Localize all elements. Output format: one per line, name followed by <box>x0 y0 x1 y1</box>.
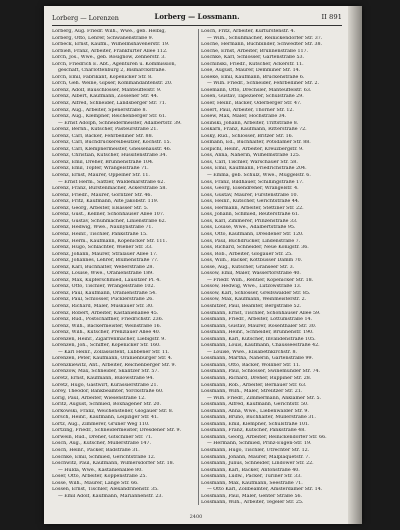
directory-entry: Lorberg, Otto, Lehrer, Schwanenstraße 9. <box>52 35 154 41</box>
directory-entry: Lorenz, Aug., Klempner, Reichenberger Str. 61. <box>52 114 167 120</box>
directory-entry: Loskarn, Franz, Kaufmann, Ritterstraße 72. <box>201 127 307 133</box>
directory-entry: Lorenz, Emil, Töpfer, Wrangelstraße 71. <box>52 166 149 172</box>
directory-entry: Lossen, Ernst, Tischler, Alexandrinenstr. 35. <box>52 487 159 493</box>
directory-entry: Lossmann, Otto, Bäcker, Wolliner Str. 11. <box>201 362 301 368</box>
directory-entry: Lorenz, Carl, Klempnermeister, Gneisenaustr. 46. <box>52 146 172 152</box>
page-footer: 2400 <box>189 514 203 520</box>
directory-entry: Lossmann, Paul, Maler, Genter Straße 56. <box>201 493 303 499</box>
directory-entry: Lortzing, Friedr., Schneidermeister, Dresdener Str. 9. <box>52 428 182 434</box>
directory-entry: Losinski, Johann, Arbeiter, Triftstraße 8. <box>201 120 299 126</box>
directory-entry: Lorenz, Wilh., Bäckermeister, Weinstraße 16. <box>52 323 162 329</box>
directory-entry: — Louise, Wwe., Elisabethkirchstr. 8. <box>207 349 298 355</box>
header-left: Lorberg — Lorenzen <box>52 14 119 22</box>
directory-entry: Lorbieß, Franz, Arbeiter, Frankfurter Allee 112. <box>52 48 168 54</box>
book-gutter <box>348 6 362 524</box>
directory-entry: Lossmann, Ernst, Tischler, Schönhauser Allee 59. <box>201 310 321 316</box>
directory-entry: Lorenzen, Heinr., Zigarrenmacher, Liebigstr. 9. <box>52 336 166 342</box>
directory-entry: Lorenz, Georg, Arbeiter, Elsasser Str. 5. <box>52 205 149 211</box>
directory-entry: Loss, Wilh., Bäcker, Kottbusser Damm 70. <box>201 258 303 264</box>
directory-entry: Lorkowski, Franz, Weichensteller, Glogauer Str. 8. <box>52 408 174 414</box>
directory-entry: — Wilh. Friedr., Zimmermann, Anklamer Str. 5. <box>207 395 322 401</box>
directory-entry: Lorenz, Franz, Bürstenmacher, Ackerstraße 58. <box>52 186 167 192</box>
directory-entry: Lossmann, Rob., Arbeiter, Bernauer Str. 63. <box>201 382 307 388</box>
directory-entry: — Wilh., Schuhmacher, Reinickendorfer Str. 37. <box>207 35 323 41</box>
directory-entry: Lossmann, Franz, Kutscher, Pankstraße 48. <box>201 428 306 434</box>
directory-entry: Lossmann, Bruno, Buchhalter, Müllerstraße 31. <box>201 415 316 421</box>
directory-entry: Loser, Heinr., Bäcker, Oderberger Str. 47. <box>201 101 302 107</box>
directory-entry: Loss, Johann, Schmied, Reuterstraße 61. <box>201 212 300 218</box>
directory-entry: Lorenz, Louise, Wwe., Oranienstraße 189. <box>52 271 154 277</box>
directory-entry: Lorenz, Johannes, Lehrer, Blumenstraße 77. <box>52 258 159 264</box>
directory-entry: Lorch, Friedrich E. Abt., Agenturen u. Kommission, <box>52 61 177 67</box>
directory-entry: Lossmann, Louis, Kaufmann, Chausseestraße 42. <box>201 343 320 349</box>
directory-entry: Lorwein, Rud., Dreher, Gitschiner Str. 71. <box>52 434 153 440</box>
directory-entry: Lorberg, Aug. Friedr. Wilh., Wwe., geb. Helbig, <box>52 29 166 34</box>
directory-entry: Lorch, Geh. Weine, Gipser, Kommandantenstr. 20. <box>52 81 173 87</box>
directory-entry: Lossmann, Ludw., Packer, Turiner Str. 33. <box>201 474 302 480</box>
directory-entry: Loseke, Emil, Kaufmann, Brückenstraße 6. <box>201 74 305 80</box>
directory-entry: — Karl Heinr., Zollassistent, Lübbener Str. 11. <box>58 349 170 355</box>
directory-entry: Losmann, Ed., Buchhalter, Potsdamer Str. 88. <box>201 140 311 146</box>
directory-entry: Lorenz, Carl, Bäcker, Fehrbelliner Str. 88. <box>52 133 154 139</box>
directory-entry: Lorbeck, Ernst, Kaufm., Wilhelmshavenerstr. 19. <box>52 42 170 48</box>
directory-entry: Lossnitzer, Paul, Beamter, Bergstraße 52. <box>201 303 302 309</box>
directory-entry: Lorenz, Paul, Schlosser, Pücklerstraße 26. <box>52 297 154 303</box>
directory-entry: Lorenz, Paul, Kaufmann, Oranienstraße 54. <box>52 290 157 296</box>
directory-entry: Loritz, August, Schmied, Boxhagener Str. 20. <box>52 402 161 408</box>
page-number: II 891 <box>321 13 342 21</box>
directory-entry: Lorenzen, Joh., Schiffer, Köpenicker Str. 160. <box>52 343 161 349</box>
directory-entry: Lorenz, Aug., Arbeiter, Spenerstraße 8. <box>52 107 148 113</box>
directory-entry: — Ernst Adolph, Schneidermeister, Adalbertstr. 39. <box>58 120 182 126</box>
directory-entry: Lorenz, Bernh., Kutscher, Pasteurstraße 21. <box>52 127 158 133</box>
directory-entry: Loss, Georg, Eisendreher, Wrangelstr. 4. <box>201 186 299 192</box>
directory-entry: Lossow, Emil, Maler, Wassertorstraße 40. <box>201 271 301 277</box>
directory-entry: Lossow, Karl, Schlosser, Greifswalder Str. 85. <box>201 290 311 296</box>
directory-entry: Lorenz, Alfred, Schneider, Landsberger Str. 71. <box>52 101 167 107</box>
directory-entry: Lossmann, Hugo, Tischler, Utrechter Str. 12. <box>201 448 310 453</box>
directory-entry: Lorenz, Rud., Postschaffner, Friedrichstr. 236. <box>52 317 164 323</box>
column-divider <box>198 29 199 505</box>
directory-entry: Lorenz, Albert, Kaufmann, Zossener Str. 44. <box>52 94 159 100</box>
directory-entry: Loss, Franz, Bildhauer, Schillingstraße 17. <box>201 179 304 185</box>
directory-entry: Lossmann, Gustav, Maurer, Rosenthaler Str. 30. <box>201 323 317 329</box>
directory-entry: Lorenz, Emil, Dreher, Brunnenstraße 104. <box>52 159 154 165</box>
directory-entry: Lossmann, Richard, Dreher, Ruppiner Str. 28. <box>201 375 312 381</box>
directory-entry: Losert, Paul, Arbeiter, Thorner Str. 12. <box>201 107 294 113</box>
header-title: Lorberg — Lossmann. <box>154 12 240 21</box>
directory-entry: Lossmann, Wilh., Arbeiter, Tegeler Str. 25. <box>201 500 304 506</box>
directory-entry: — Hulda, Wwe., Kastanienallee 80. <box>58 467 143 473</box>
directory-entry: Lorenz, Robert, Arbeiter, Kastanienallee 45. <box>52 310 159 316</box>
directory-entry: Loschwitz, Paul, Kaufmann, Wilmersdorfer Str. 18. <box>52 461 175 467</box>
directory-entry: Loss, Louise, Wwe., Adalbertstraße 95. <box>201 225 296 231</box>
directory-entry: Lossow, Hedwig, Wwe., Lützowstraße 13. <box>201 284 302 290</box>
directory-entry: Losch, Fritz, Arbeiter, Kurfürstenstr. 4. <box>201 29 295 34</box>
directory-entry: Loss, Emil, Kaufmann, Friedrichstraße 204. <box>201 166 307 172</box>
header-rule <box>52 25 342 26</box>
directory-entry: geschäft, Charlottenburg 2, Bismarckstraße. <box>58 68 166 74</box>
directory-entry: Lorenz, Gust., Kellner, Schönhauser Allee 107. <box>52 212 165 218</box>
directory-entry: Lossmann, Wilh., Maler, Strelitzer Str. 21. <box>201 389 303 395</box>
directory-entry: Lossow, Max, Kaufmann, Weinmeisterstr. 2. <box>201 297 307 303</box>
directory-entry: Loss, Richard, Schneider, Neue Königstr. 36. <box>201 245 309 251</box>
directory-entry: Lorenzen, Peter, Kaufmann, Oranienburger Str. 4. <box>52 356 173 362</box>
directory-entry: Lossmann, Friedr., Arbeiter, Lottumstraße 14. <box>201 317 313 323</box>
directory-entry: Loschinski, Friedr., Kutscher, Ackerstr. 11. <box>201 61 304 67</box>
directory-entry: Loretz, Hugo, Gastwirt, Kürassierstraße 21. <box>52 382 158 388</box>
directory-entry: Lortz, Aug., Zimmerer, Grüner Weg 110. <box>52 421 150 427</box>
directory-entry: Losse, Wilh., Maurer, Lange Str. 66. <box>52 480 139 486</box>
directory-entry: Lorenz, Carl, Buchdruckereibesitzer, Kochstr. 15. <box>52 140 172 146</box>
directory-entry: Lorey, Theodor, Bankbeamter, Yorckstraße 60. <box>52 389 164 395</box>
directory-entry: Lorig, Paul, Arbeiter, Wiesenstraße 12. <box>52 395 146 401</box>
directory-entry: Lossmann, Karl, Bäcker, Antonstraße 40. <box>201 467 300 473</box>
directory-entry: Losse, Aug., Kutscher, Granseer Str. 3. <box>201 264 295 270</box>
directory-entry: Losew, Max, Maler, Hochstraße 34. <box>201 114 287 120</box>
directory-entry: Loss, Carl, Tischler, Warschauer Str. 58. <box>201 159 298 165</box>
directory-entry: Lospichl, Heinr., Arbeiter, Kreuzbergstr. 9. <box>201 146 304 152</box>
directory-entry: Loss, Gustav, Maurer, Fürstenstraße 10. <box>201 192 299 198</box>
directory-entry: — Ernst Herm., Sattler, Waldemarstraße 62. <box>58 179 165 185</box>
directory-entry: — Otto Karl, Zollbeamter, Amsterdamer Str. 14. <box>207 487 323 493</box>
directory-entry: Lose, August, Maurer, Demminer Str. 14. <box>201 68 301 74</box>
directory-entry: Losky, Rud., Schlosser, Britzer Str. 16. <box>201 133 294 139</box>
directory-entry: Lösche, Ernst, Arbeiter, Brunnenstraße 117. <box>201 48 309 54</box>
directory-page <box>44 6 362 524</box>
directory-entry: Lossmann, Anna, Wwe., Liebenwalder Str. 9. <box>201 408 309 414</box>
directory-entry: Lorenz, Ernst, Maurer, Oppelner Str. 11. <box>52 173 150 179</box>
directory-entry: Loss, Paul, Buchdrucker, Lindenstraße 7. <box>201 238 301 244</box>
directory-entry: Lorenz, Hugo, Schlächter, Wiener Str. 33. <box>52 245 153 251</box>
directory-entry: Loss, Hermann, Arbeiter, Stettiner Str. 22. <box>201 205 304 211</box>
page-header <box>52 12 342 24</box>
directory-entry: Losch, Aug., Kutscher, Müllerstraße 147. <box>52 441 151 447</box>
directory-entry: Lorenz, Fritz, Kaufmann, Alte Jakobstr. 119. <box>52 199 159 205</box>
right-column <box>201 29 347 507</box>
directory-entry: Lossmann, Johann, Maurer, Malplaquetstr. 7. <box>201 454 310 460</box>
directory-entry: — Emil Adolf, Kaufmann, Mariannenstr. 23. <box>58 493 163 499</box>
directory-entry: Lorenz, Adolf, Bauschlosser, Manteuffelstr. 9. <box>52 87 162 93</box>
directory-entry: Lorenz, Wilh., Kutscher, Prenzlauer Allee 40. <box>52 330 161 336</box>
directory-entry: Loss, Heinr., Kutscher, Gerichtstraße 44. <box>201 199 300 205</box>
directory-entry: Lorenz, Gustav, Schuhmacher, Linienstraße 62. <box>52 218 167 224</box>
directory-entry: Lorch, Jos., Wwe., geb. Rosignow, Zehnerstr. 3. <box>52 55 166 61</box>
directory-entry: Losemann, Otto, Drechsler, Manteuffelstr. 63. <box>201 87 312 93</box>
directory-entry: Lorenz, Christian, Kutscher, Hussitenstraße 34. <box>52 153 167 159</box>
directory-entry: Lossmann, Martha, Näherin, Gartenstraße 99. <box>201 356 314 362</box>
directory-entry: Lorenz, Friedr., Maurer, Görlitzer Str. 46. <box>52 192 152 198</box>
directory-entry: — Emma, geb. Schulz, Wwe., Müggelstr. 6. <box>207 173 311 179</box>
directory-entry: Lossmann, Paul, Schlosser, Swinemünder Str. 74. <box>201 369 321 375</box>
directory-entry: Lorenzkiewitz, Ant., Arbeiter, Reichenberger Str. 9. <box>52 362 177 368</box>
directory-entry: Löschke, Karl, Schlosser, Gartenstraße 53. <box>201 55 305 61</box>
directory-entry: Loss, Rob., Arbeiter, Glogauer Str. 25. <box>201 251 293 257</box>
left-column <box>52 29 198 500</box>
directory-entry: — Hermann, Schmied, Prinz-Eugen-Str. 19. <box>207 441 312 447</box>
directory-entry: Lorenz, Max, Kupferschmied, Lausitzer Pl. 4. <box>52 277 161 283</box>
directory-entry: Lorenz, Hedwig, Wwe., Naunynstraße 71. <box>52 225 153 231</box>
directory-entry: Lorenz, Johann, Maurer, Stralauer Allee 17. <box>52 251 158 257</box>
directory-entry: Loss, Karl, Zimmerer, Prinzenstraße 33. <box>201 218 298 224</box>
directory-entry: Lossmann, Julius, Schneider, Lindower Str. 22. <box>201 461 314 467</box>
directory-entry: Lossmann, Heinr., Schneider, Brunnenstr. 190. <box>201 330 314 336</box>
directory-entry: Lossmann, Max, Kaufmann, Seestraße 71. <box>201 480 303 486</box>
directory-entry: Lorenz, Heinr., Tischler, Pankstraße 15. <box>52 231 148 237</box>
directory-entry: Loschke, Emil, Schmied, Gerichtstraße 12. <box>52 454 156 460</box>
directory-entry: Loss, Otto, Kaufmann, Dresdener Str. 120. <box>201 231 304 237</box>
directory-entry: Loretz, Ernst, Kaufmann, Bülowstraße 94. <box>52 375 154 381</box>
directory-entry: Lossmann, Karl, Kutscher, Invalidenstraße 105. <box>201 336 316 342</box>
directory-entry: Lossmann, Georg, Arbeiter, Reinickendorfer Str. 66. <box>201 434 327 440</box>
directory-entry: Lorenz, Herm., Kaufmann, Köpenicker Str. 111. <box>52 238 167 244</box>
directory-entry: Lorsch, Heinr., Kaufmann, Leipziger Str. 41. <box>52 415 159 421</box>
directory-entry: — Friedr. Wilh., Rentier, Köpenicker Str. 18. <box>207 277 314 283</box>
directory-entry: — Wilh. Friedr., Schneider, Fehrbelliner Str. 2. <box>207 81 320 87</box>
directory-entry: Losch, Heinr., Packer, Badstraße 31. <box>52 448 140 453</box>
directory-entry: Lorenz, Otto, Tischler, Wrangelstraße 102. <box>52 284 155 290</box>
directory-entry: Lorenzow, Max, Schneider, Skalitzer Str. 57. <box>52 369 159 375</box>
directory-entry: Lorenz, Karl, Buchhalter, Weberstraße 28. <box>52 264 154 270</box>
directory-entry: Loser, Otto, Arbeiter, Koppenstraße 25. <box>52 474 147 480</box>
directory-entry: Losche, Hermann, Buchbinder, Schwedter Str. 38. <box>201 42 323 48</box>
directory-entry: Lossmann, Alfred, Kaufmann, Gerichtstr. 50. <box>201 402 309 408</box>
directory-entry: Loss, Anna, Näherin, Wilhelmstraße 125. <box>201 153 301 159</box>
directory-entry: Lorenz, Richard, Maler, Muskauer Str. 30. <box>52 303 154 309</box>
directory-entry: Lorch, Emil, Fabrikant, Köpenicker Str. 8. <box>52 74 153 80</box>
directory-entry: Losen, Gustav, Tapezierer, Schulstraße 29. <box>201 94 304 100</box>
directory-entry: Lossmann, Emil, Klempner, Schulstraße 101. <box>201 421 310 427</box>
